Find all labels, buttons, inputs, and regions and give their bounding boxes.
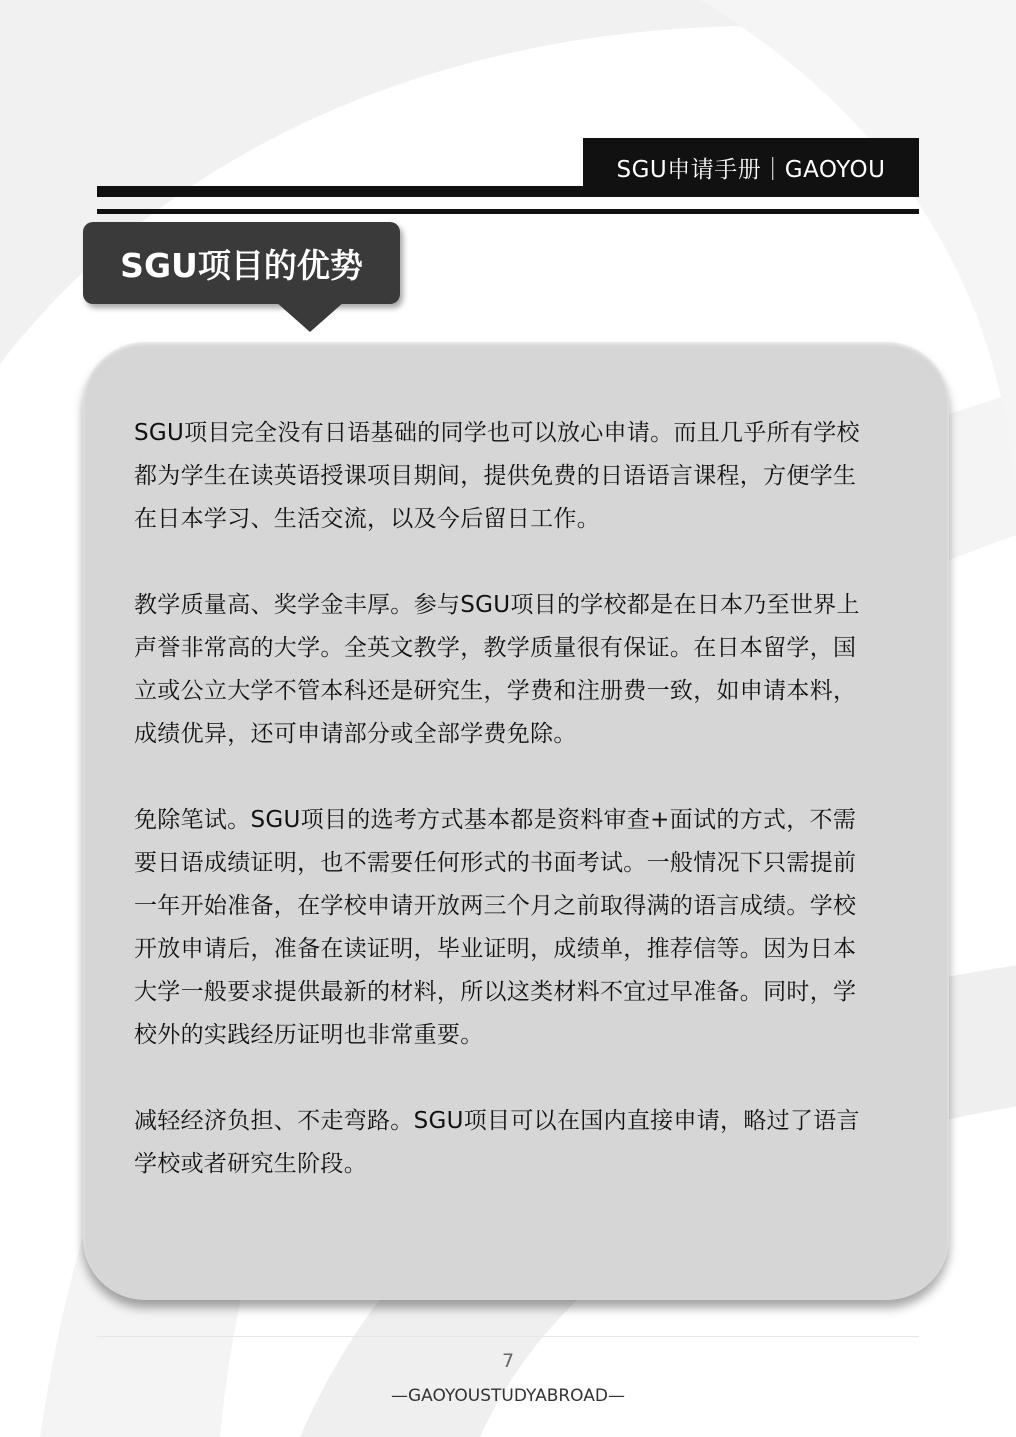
footer-divider	[97, 1336, 919, 1337]
content-body	[134, 412, 878, 1229]
paragraph-no-written-exam: 免除笔试。SGU项目的选考方式基本都是资料审查+面试的方式，不需要日语成绩证明，也不需要任何形式的书面考试。一般情况下只需提前一年开始准备，在学校申请开放两三个月之前取得满的语言成绩。学校开放申请后，准备在读证明，毕业证明，成绩单，推荐信等。因为日本大学一般要求提供最新的材料，所以这类材料不宜过早准备。同时，学校外的实践经历证明也非常重要。	[134, 807, 857, 1048]
paragraph-quality-scholarship: 教学质量高、奖学金丰厚。参与SGU项目的学校都是在日本乃至世界上声誉非常高的大学。全英文教学，教学质量很有保证。在日本留学，国立或公立大学不管本科还是研究生，学费和注册费一致，如申请本料，成绩优异，还可申请部分或全部学费免除。	[134, 592, 860, 747]
footer-brand: —GAOYOUSTUDYABROAD—	[391, 1386, 625, 1406]
header-rule-thick	[97, 186, 919, 197]
header-document-tab: SGU申请手册｜GAOYOU	[583, 138, 919, 196]
page-number: 7	[501, 1350, 515, 1372]
section-title: SGU项目的优势	[83, 222, 400, 304]
header-rule-thin	[97, 209, 919, 214]
section-title-pointer	[276, 302, 344, 332]
paragraph-no-japanese-required: SGU项目完全没有日语基础的同学也可以放心申请。而且几乎所有学校都为学生在读英语授课项目期间，提供免费的日语语言课程，方便学生在日本学习、生活交流，以及今后留日工作。	[134, 420, 860, 532]
paragraph-reduce-cost: 减轻经济负担、不走弯路。SGU项目可以在国内直接申请，略过了语言学校或者研究生阶段。	[134, 1108, 860, 1177]
